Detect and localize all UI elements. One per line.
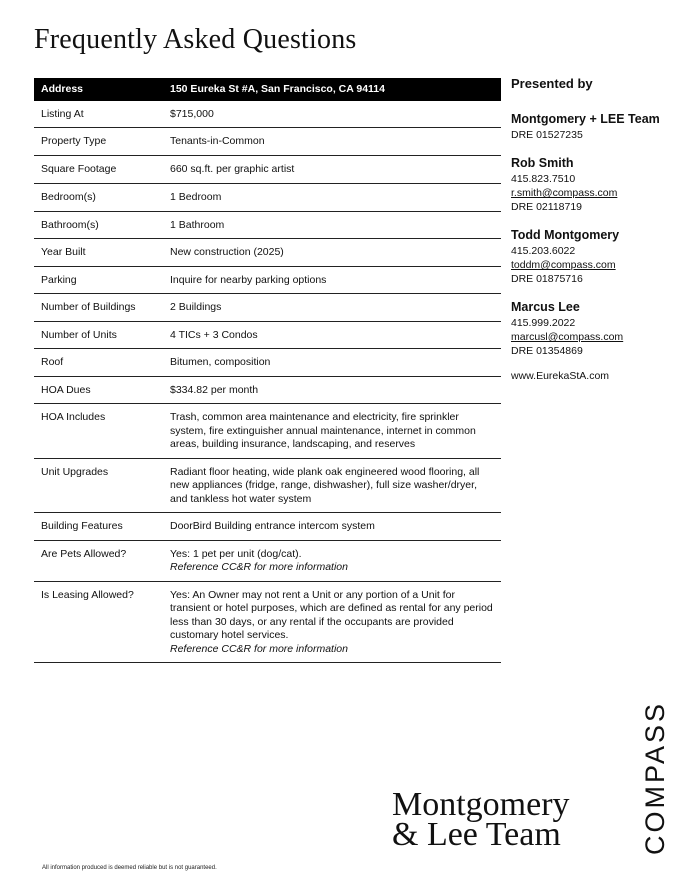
row-label: Property Type [34, 128, 170, 156]
table-row [34, 156, 501, 184]
table-row [34, 376, 501, 404]
agent-card [511, 154, 676, 214]
agent-name: Marcus Lee [511, 300, 580, 314]
table-row [34, 128, 501, 156]
agent-name: Todd Montgomery [511, 228, 620, 242]
table-row [34, 349, 501, 377]
compass-logo: COMPASS [640, 700, 670, 855]
agent-email-link[interactable]: marcusl@compass.com [511, 331, 624, 343]
row-value: New construction (2025) [170, 239, 501, 267]
table-header-row [34, 78, 501, 101]
agent-phone[interactable]: 415.823.7510 [511, 173, 576, 185]
row-label: Building Features [34, 513, 170, 541]
row-label: Is Leasing Allowed? [34, 581, 170, 663]
agent-email-link[interactable]: r.smith@compass.com [511, 187, 618, 199]
table-row [34, 294, 501, 322]
agent-card [511, 298, 676, 358]
team-dre: DRE 01527235 [511, 129, 583, 141]
table-row [34, 184, 501, 212]
table-row [34, 513, 501, 541]
logo-line-2: & Lee Team [392, 816, 561, 853]
table-row [34, 404, 501, 459]
agent-card [511, 226, 676, 286]
row-value: Inquire for nearby parking options [170, 266, 501, 294]
table-row [34, 239, 501, 267]
header-label: Address [34, 78, 170, 101]
team-info [511, 110, 676, 142]
row-label: Number of Units [34, 321, 170, 349]
table-row [34, 266, 501, 294]
agent-dre: DRE 01354869 [511, 345, 583, 357]
row-label: Parking [34, 266, 170, 294]
table-row [34, 458, 501, 513]
table-row [34, 321, 501, 349]
team-name: Montgomery + LEE Team [511, 112, 660, 126]
table-row [34, 101, 501, 128]
agent-dre: DRE 01875716 [511, 273, 583, 285]
row-label: Bedroom(s) [34, 184, 170, 212]
row-label: HOA Dues [34, 376, 170, 404]
row-note: Reference CC&R for more information [170, 561, 348, 573]
row-label: Unit Upgrades [34, 458, 170, 513]
agent-phone[interactable]: 415.203.6022 [511, 245, 576, 257]
row-value: $334.82 per month [170, 376, 501, 404]
row-value-text: Yes: An Owner may not rent a Unit or any portion of a Unit for transient or hotel purposes, which are defined as rental for any period less than 30 days, or any rental if the occupants are provided customary hotel services. [170, 588, 493, 641]
row-label: Year Built [34, 239, 170, 267]
presented-by-heading: Presented by [511, 76, 593, 91]
row-label: Bathroom(s) [34, 211, 170, 239]
row-value [170, 581, 501, 663]
disclaimer: All information produced is deemed reliable but is not guaranteed. [42, 865, 217, 871]
row-value: DoorBird Building entrance intercom system [170, 513, 501, 541]
row-value: Radiant floor heating, wide plank oak engineered wood flooring, all new appliances (fridge, range, dishwasher), full size washer/dryer, and tankless hot water system [170, 458, 501, 513]
contact-sidebar [511, 76, 676, 382]
faq-table [34, 78, 501, 663]
row-note: Reference CC&R for more information [170, 642, 348, 655]
agent-email-link[interactable]: toddm@compass.com [511, 259, 616, 271]
agent-phone[interactable]: 415.999.2022 [511, 317, 576, 329]
row-label: Square Footage [34, 156, 170, 184]
row-value-text: Yes: 1 pet per unit (dog/cat). [170, 547, 302, 560]
table-row [34, 540, 501, 581]
row-value: 1 Bathroom [170, 211, 501, 239]
team-logo [392, 786, 570, 853]
website-link[interactable]: www.EurekaStA.com [511, 370, 610, 382]
row-value: Bitumen, composition [170, 349, 501, 377]
row-label: Number of Buildings [34, 294, 170, 322]
row-value: $715,000 [170, 101, 501, 128]
row-value: Tenants-in-Common [170, 128, 501, 156]
row-value: 1 Bedroom [170, 184, 501, 212]
table-row [34, 211, 501, 239]
row-label: Are Pets Allowed? [34, 540, 170, 581]
row-value: 660 sq.ft. per graphic artist [170, 156, 501, 184]
row-value: Trash, common area maintenance and electricity, fire sprinkler system, fire extinguisher annual maintenance, internet in common areas, building insurance, landscaping, and reserves [170, 404, 501, 459]
table-row [34, 581, 501, 663]
row-value: 2 Buildings [170, 294, 501, 322]
row-label: Listing At [34, 101, 170, 128]
row-label: HOA Includes [34, 404, 170, 459]
agent-name: Rob Smith [511, 156, 574, 170]
page-title: Frequently Asked Questions [34, 24, 357, 55]
row-value: 4 TICs + 3 Condos [170, 321, 501, 349]
header-address: 150 Eureka St #A, San Francisco, CA 94114 [170, 78, 501, 101]
logo-line-1: Montgomery [392, 786, 570, 823]
agent-dre: DRE 02118719 [511, 201, 583, 213]
row-value [170, 540, 501, 581]
row-label: Roof [34, 349, 170, 377]
